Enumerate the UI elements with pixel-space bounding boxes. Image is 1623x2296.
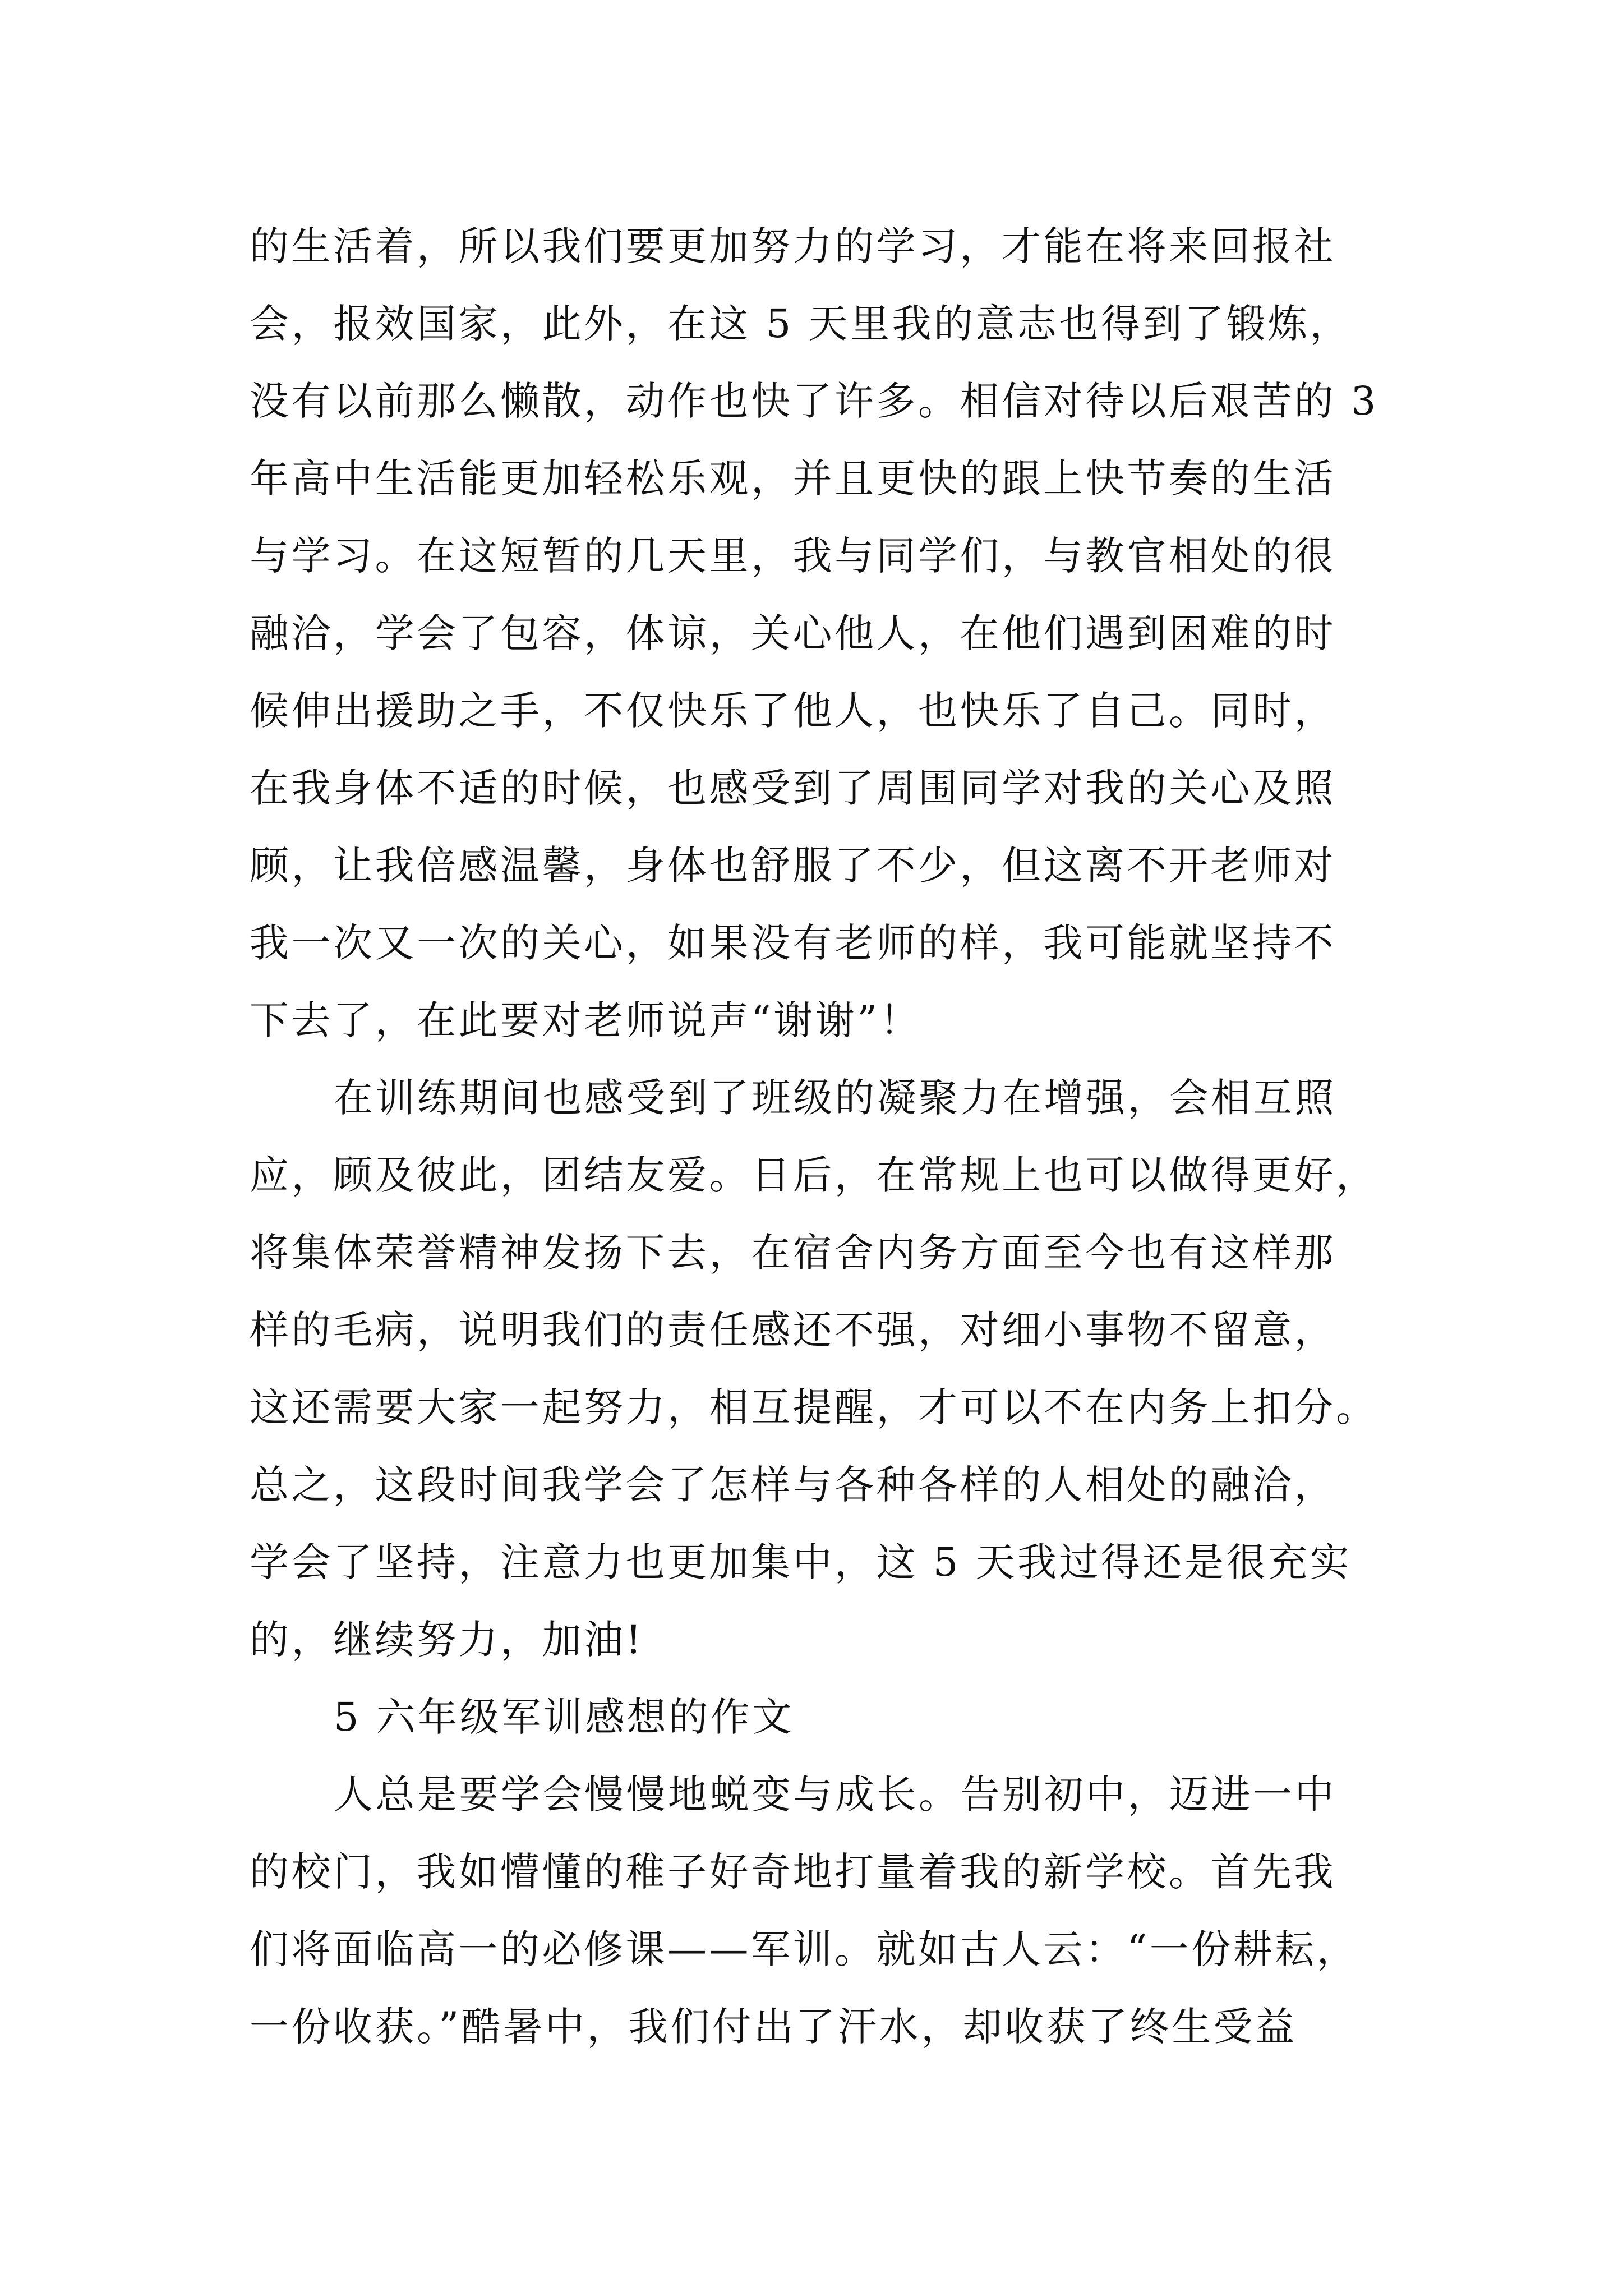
- paragraph-start-line: 人总是要学会慢慢地蜕变与成长。告别初中，迈进一中: [334, 1772, 1336, 1818]
- text-line: 在我身体不适的时候，也感受到了周围同学对我的关心及照: [250, 765, 1336, 811]
- text-line: 总之，这段时间我学会了怎样与各种各样的人相处的融洽，: [250, 1462, 1336, 1508]
- paragraph-start-line: 在训练期间也感受到了班级的凝聚力在增强，会相互照: [334, 1075, 1336, 1121]
- text-line: 没有以前那么懒散，动作也快了许多。相信对待以后艰苦的 3: [250, 378, 1378, 424]
- text-line: 样的毛病，说明我们的责任感还不强，对细小事物不留意，: [250, 1307, 1336, 1353]
- text-line: 一份收获。”酷暑中，我们付出了汗水，却收获了终生受益: [250, 2004, 1297, 2050]
- text-line: 顾，让我倍感温馨，身体也舒服了不少，但这离不开老师对: [250, 843, 1336, 889]
- text-line: 下去了，在此要对老师说声“谢谢”！: [250, 997, 922, 1043]
- text-line: 将集体荣誉精神发扬下去，在宿舍内务方面至今也有这样那: [250, 1230, 1336, 1276]
- text-line: 应，顾及彼此，团结友爱。日后，在常规上也可以做得更好，: [250, 1152, 1378, 1198]
- text-line: 这还需要大家一起努力，相互提醒，才可以不在内务上扣分。: [250, 1384, 1378, 1430]
- text-line: 我一次又一次的关心，如果没有老师的样，我可能就坚持不: [250, 920, 1336, 966]
- section-heading: 5 六年级军训感想的作文: [334, 1694, 794, 1740]
- text-line: 年高中生活能更加轻松乐观，并且更快的跟上快节奏的生活: [250, 455, 1336, 501]
- text-line: 与学习。在这短暂的几天里，我与同学们，与教官相处的很: [250, 533, 1336, 579]
- document-body: [250, 208, 1377, 2065]
- text-line: 候伸出援助之手，不仅快乐了他人，也快乐了自己。同时，: [250, 688, 1336, 734]
- text-line: 的，继续努力，加油!: [250, 1617, 644, 1663]
- text-line: 融洽，学会了包容，体谅，关心他人，在他们遇到困难的时: [250, 610, 1336, 656]
- text-line: 会，报效国家，此外，在这 5 天里我的意志也得到了锻炼，: [250, 301, 1352, 347]
- text-line: 的生活着，所以我们要更加努力的学习，才能在将来回报社: [250, 223, 1336, 269]
- text-line: 的校门，我如懵懂的稚子好奇地打量着我的新学校。首先我: [250, 1849, 1336, 1895]
- text-line: 们将面临高一的必修课——军训。就如古人云：“一份耕耘，: [250, 1926, 1359, 1972]
- text-line: 学会了坚持，注意力也更加集中，这 5 天我过得还是很充实: [250, 1539, 1352, 1585]
